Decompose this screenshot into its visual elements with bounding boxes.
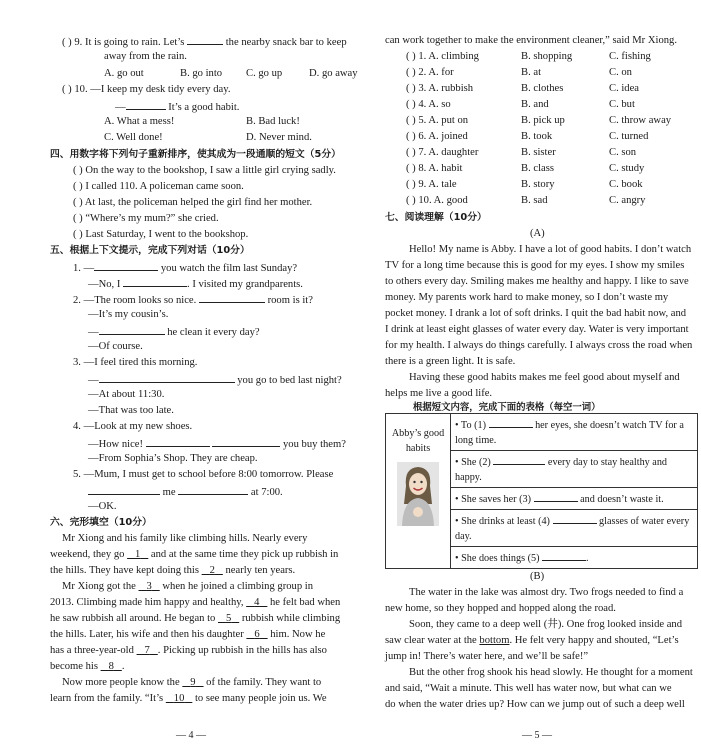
question-10: ( ) 10. —I keep my desk tidy every day.: [62, 84, 231, 95]
passage-b-label: (B): [530, 571, 545, 582]
cloze-line: Now more people know the 9 of the family. They want to: [62, 677, 322, 688]
table-row-4: • She drinks at least (4) glasses of water every day.: [451, 510, 698, 547]
table-blank[interactable]: [542, 549, 586, 561]
passage-a-line: there is a green light. It is safe.: [385, 356, 516, 367]
passage-a-line: TV for a long time because this is good for my eyes. I show my smiles: [385, 260, 685, 271]
cloze-line: become his 8 .: [50, 661, 125, 672]
answer-blank[interactable]: [146, 435, 210, 447]
table-blank[interactable]: [553, 512, 597, 524]
girl-icon: [397, 462, 439, 526]
section-5-title: 五、根据上下文提示，完成下列对话（10分）: [50, 245, 250, 256]
passage-b-line: But the other frog shook his head slowly. He thought for a moment: [409, 667, 693, 678]
passage-b-line: jump in! There’s water here, and we’ll be safe!”: [385, 651, 589, 662]
cloze-blank[interactable]: 3: [146, 581, 152, 592]
cloze-blank[interactable]: 8: [108, 661, 114, 672]
cloze-blank[interactable]: 9: [190, 677, 196, 688]
question-9: ( ) 9. It is going to rain. Let’s the nearby snack bar to keep: [62, 33, 347, 51]
table-instruction: 根据短文内容，完成下面的表格（每空一词）: [413, 402, 601, 413]
table-row-2: • She (2) every day to stay healthy and happy.: [451, 451, 698, 488]
section-4-title: 四、用数字将下列句子重新排序，使其成为一段通顺的短文（5分）: [50, 149, 341, 160]
q10-option-a[interactable]: A. What a mess!: [104, 116, 175, 127]
order-item: ( ) At last, the policeman helped the girl find her mother.: [73, 197, 313, 208]
answer-blank[interactable]: [88, 483, 160, 495]
q9-option-c[interactable]: C. go up: [246, 68, 283, 79]
q9-option-d[interactable]: D. go away: [309, 68, 358, 79]
answer-blank[interactable]: [212, 435, 280, 447]
passage-a-line: I drink at least eight glasses of water every day. Water is very important: [385, 324, 689, 335]
order-item: ( ) I called 110. A policeman came soon.: [73, 181, 244, 192]
cloze-line: has a three-year-old 7 . Picking up rubbish in the hills has also: [50, 645, 327, 656]
passage-a-line: Hello! My name is Abby. I have a lot of good habits. I don’t watch: [409, 244, 692, 255]
cloze-line: he saw rubbish all around. He began to 5 rubbish while climbing: [50, 613, 341, 624]
q10-option-d[interactable]: D. Never mind.: [246, 132, 312, 143]
passage-b-line: new home, so they hopped and hopped along the road.: [385, 603, 616, 614]
answer-blank[interactable]: [199, 291, 265, 303]
passage-a-line: pocket money. I drank a lot of soft drinks. I quit the bad habit now, and: [385, 308, 687, 319]
cloze-blank[interactable]: 6: [254, 629, 260, 640]
passage-a-line: money. My parents work hard to make money, so I don’t waste my: [385, 292, 669, 303]
passage-a-line: for my health. I always do things carefully. I always cross the road when: [385, 340, 693, 351]
cloze-line: 2013. Climbing made him happy and healthy, 4 he felt bad when: [50, 597, 341, 608]
q10-option-b[interactable]: B. Bad luck!: [246, 116, 300, 127]
cloze-line: Mr Xiong and his family like climbing hills. Nearly every: [62, 533, 308, 544]
answer-blank[interactable]: [99, 371, 235, 383]
table-left-label: Abby’s good habits: [391, 428, 445, 454]
answer-blank[interactable]: [126, 98, 166, 110]
cloze-blank[interactable]: 2: [209, 565, 215, 576]
cloze-line: learn from the family. “It’s 10 to see many people join us. We: [50, 693, 327, 704]
answer-blank[interactable]: [94, 259, 158, 271]
answer-blank[interactable]: [187, 33, 223, 45]
table-left-cell: [386, 414, 451, 569]
table-blank[interactable]: [534, 490, 578, 502]
section-7-title: 七、阅读理解（10分）: [385, 212, 487, 223]
section-6-title: 六、完形填空（10分）: [50, 517, 152, 528]
table-row-3: • She saves her (3) and doesn’t waste it.: [451, 488, 698, 510]
table-blank[interactable]: [489, 416, 533, 428]
table-row-1: • To (1) her eyes, she doesn’t watch TV for a long time.: [451, 414, 698, 451]
left-page: ( ) 9. It is going to rain. Let’s the nearby snack bar to keep away from the rain. A. go out B. go into C. go up D. go away ( ) 10. —I keep my desk tidy every day. — It’s a good habit. A. What a mess! B. Bad luck! C. Well done! D. Never mind. 四、用数字将下列句子重新排序，使其成为一段通顺的短文（5分） ( ) On the way to the bookshop, I saw a little girl crying sadly. ( ) I called 110. A policeman came soon. ( ) At last, the policeman helped the girl find her mother. ( ) “Where’s my mum?” she cried. ( ) Last Saturday, I went to the bookshop. 五、根据上下文提示，完成下列对话（10分） 1. — you watch the film last Sunday? —No, I . I visited my grandparents. 2. —The room looks so nice. room is it? —It’s my cousin’s. — he clean it every day? —Of course. 3. —I feel tired this morning. — you go to bed last night? —At about 11:30. —That was too late. 4. —Look at my new shoes. —How nice! you buy them? —From Sophia’s Shop. They are cheap. 5. —Mum, I must get to school before 8:00 tomorrow. Please me at 7:00. —OK. 六、完形填空（10分） Mr Xiong and his family like climbing hills. Nearly every weekend, they go 1 and at the same time they pick up rubbish in the hills. They have kept doing this 2 nearly ten years. Mr Xiong got the 3 when he joined a climbing group in 2013. Climbing made him happy and healthy, 4 he felt bad when he saw rubbish all around. He began to 5 rubbish while climbing the hills. Later, his wife and then his daughter 6 him. Now he has a three-year-old 7 . Picking up rubbish in the hills has also become his 8 . Now more people know the 9 of the family. They want to learn from the family. “It’s 10 to see many people join us. We — 4 —: [0, 0, 372, 751]
passage-b-line: Soon, they came to a deep well (井). One frog looked inside and: [409, 619, 683, 630]
cloze-line: Mr Xiong got the 3 when he joined a climbing group in: [62, 581, 314, 592]
cloze-blank[interactable]: 7: [144, 645, 150, 656]
page-number: — 4 —: [176, 730, 206, 741]
cloze-line: weekend, they go 1 and at the same time they pick up rubbish in: [50, 549, 339, 560]
answer-blank[interactable]: [99, 323, 165, 335]
order-item: ( ) “Where’s my mum?” she cried.: [73, 213, 219, 224]
q9-option-b[interactable]: B. go into: [180, 68, 223, 79]
answer-blank[interactable]: [178, 483, 248, 495]
passage-b-line: The water in the lake was almost dry. Two frogs needed to find a: [409, 587, 684, 598]
right-page: can work together to make the environment cleaner,” said Mr Xiong. ( ) 1. A. climbing B. shopping C. fishing ( ) 2. A. for B. at C. on ( ) 3. A. rubbish B. clothes C. idea ( ) 4. A. so B. and C. but ( ) 5. A. put on B. pick up C. throw away ( ) 6. A. joined B. took C. turned ( ) 7. A. daughter B. sister C. son ( ) 8. A. habit B. class C. study ( ) 9. A. tale B. story C. book ( ) 10. A. good B. sad C. angry 七、阅读理解（10分） (A) Hello! My name is Abby. I have a lot of good habits. I don’t watch TV for a long time because this is good for my eyes. I show my smiles to others every day. Smiling makes me healthy and happy. I like to save money. My parents work hard to make money, so I don’t waste my pocket money. I drank a lot of soft drinks. I quit the bad habit now, and I drink at least eight glasses of water every day. Water is very important for my health. I always do things carefully. I always cross the road when there is a green light. It is safe. Having these good habits makes me feel good about myself and helps me live a good life. 根据短文内容，完成下面的表格（每空一词） Abby’s good habits • To (1) her eyes, she doesn’t watch TV for a long time. • She (2) every day to stay healthy and happy. • She saves her (3) and doesn’t waste it. • She drinks at least (4) glasses of water every day. • She does things (5) . (B) The water in the lake was almost dry. Two frogs needed to find a new home, so they hopped and hopped along the road. Soon, they came to a deep well (井). One frog looked inside and saw clear water at the bottom. He felt very happy and shouted, “Let’s jump in! There’s water here, and we’ll be safe!” But the other frog shook his head slowly. He thought for a moment and said, “Wait a minute. This well has water now, but what can we do when the water dries up? How can we jump out of such a deep well — 5 —: [372, 0, 701, 751]
passage-a-label: (A): [530, 228, 545, 239]
cloze-blank[interactable]: 5: [225, 613, 232, 624]
q9-option-a[interactable]: A. go out: [104, 68, 144, 79]
cloze-line: the hills. Later, his wife and then his daughter 6 him. Now he: [50, 629, 326, 640]
cloze-line: the hills. They have kept doing this 2 nearly ten years.: [50, 565, 296, 576]
passage-b-line: and said, “Wait a minute. This well has water now, but what can we: [385, 683, 672, 694]
page-number: — 5 —: [522, 730, 552, 741]
table-row-5: • She does things (5) .: [451, 547, 698, 569]
passage-a-line: to others every day. Smiling makes me healthy and happy. I like to save: [385, 276, 689, 287]
passage-b-line: do when the water dries up? How can we jump out of such a deep well: [385, 699, 685, 710]
passage-b-line: saw clear water at the bottom. He felt very happy and shouted, “Let’s: [385, 635, 679, 646]
girl-photo: [397, 462, 439, 526]
cloze-blank[interactable]: 4: [254, 597, 260, 608]
q10-option-c[interactable]: C. Well done!: [104, 132, 163, 143]
table-blank[interactable]: [493, 453, 545, 465]
cloze-blank[interactable]: 10: [173, 693, 185, 704]
habits-table: [385, 413, 698, 569]
answer-blank[interactable]: [123, 275, 187, 287]
passage-continuation: can work together to make the environment cleaner,” said Mr Xiong.: [385, 35, 677, 46]
passage-a-line: Having these good habits makes me feel good about myself and: [409, 372, 680, 383]
order-item: ( ) On the way to the bookshop, I saw a little girl crying sadly.: [73, 165, 336, 176]
cloze-blank[interactable]: 1: [135, 549, 141, 560]
passage-a-line: helps me live a good life.: [385, 388, 493, 399]
order-item: ( ) Last Saturday, I went to the bookshop.: [73, 229, 249, 240]
